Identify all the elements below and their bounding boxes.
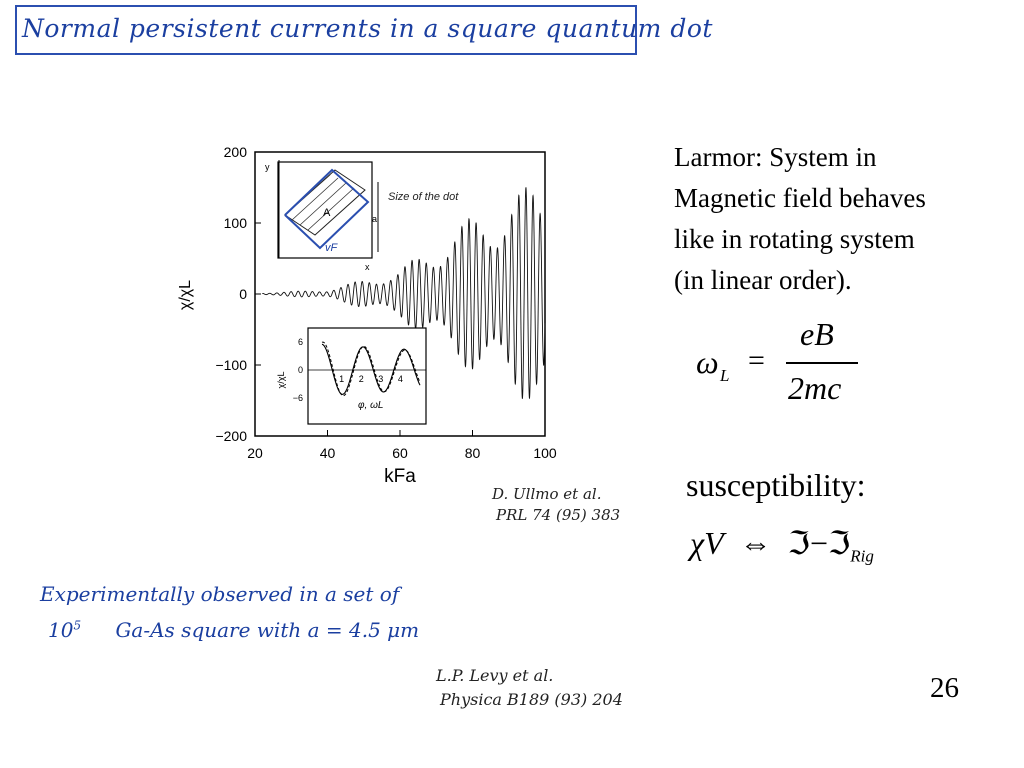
- omega-symbol: ω: [696, 344, 719, 380]
- equivalence-arrow: ⇔: [739, 525, 772, 561]
- larmor-formula: [696, 316, 896, 410]
- main-ytick-label: −100: [215, 357, 247, 373]
- larmor-line-3: like in rotating system: [674, 224, 915, 254]
- experiment-sample: Ga-As square with a = 4.5 μm: [115, 618, 420, 642]
- small-xtick-label: 2: [358, 374, 364, 384]
- page-number: 26: [930, 672, 959, 704]
- citation-levy-line2: Physica B189 (93) 204: [440, 690, 623, 709]
- susceptibility-label: susceptibility:: [686, 467, 866, 503]
- imag-symbol-1: ℑ: [787, 525, 810, 561]
- fraction-numerator: eB: [800, 316, 834, 352]
- main-xtick-label: 100: [533, 445, 557, 461]
- small-ylabel: χ/χL: [276, 371, 286, 389]
- fraction-bar: [786, 362, 858, 364]
- experiment-line2: [48, 618, 419, 642]
- side-label: a: [372, 214, 378, 224]
- citation-ullmo-line1: D. Ullmo et al.: [492, 485, 602, 503]
- small-ytick-label: 6: [297, 337, 303, 347]
- imag-symbol-2: ℑ: [827, 525, 851, 561]
- small-ytick-label: 0: [297, 365, 303, 375]
- main-chart: [160, 140, 720, 500]
- equals-sign: =: [748, 344, 765, 377]
- main-ytick-label: 0: [239, 286, 247, 302]
- small-xtick-label: 3: [378, 374, 384, 384]
- main-ytick-label: 100: [223, 215, 247, 231]
- main-xtick-label: 40: [319, 445, 336, 461]
- susceptibility-formula: [690, 524, 874, 566]
- main-xtick-label: 60: [392, 445, 408, 461]
- minus-sign: −: [809, 525, 828, 561]
- larmor-line-4: (in linear order).: [674, 265, 852, 295]
- experiment-count: 10: [48, 618, 74, 642]
- main-ytick-label: 200: [223, 144, 247, 160]
- small-ytick-label: −6: [292, 393, 303, 403]
- omega-subscript: L: [720, 366, 730, 385]
- experiment-line1: Experimentally observed in a set of: [40, 582, 400, 606]
- small-chart-inset: [276, 328, 426, 424]
- main-xtick-label: 80: [464, 445, 481, 461]
- citation-ullmo-line2: PRL 74 (95) 383: [496, 506, 621, 524]
- main-ylabel: χ/χL: [177, 279, 194, 311]
- slide-title: Normal persistent currents in a square quantum dot: [22, 14, 713, 43]
- area-label: A: [323, 207, 331, 219]
- experiment-exponent: 5: [73, 618, 82, 633]
- rig-subscript: Rig: [850, 546, 874, 566]
- inset-y-label: y: [265, 162, 270, 172]
- size-of-dot-label: Size of the dot: [388, 191, 459, 203]
- main-xlabel: kFa: [384, 466, 416, 487]
- larmor-line-1: Larmor: System in: [674, 142, 877, 172]
- small-xlabel: φ, ωL: [358, 400, 384, 411]
- fraction-denominator: 2mc: [788, 370, 842, 406]
- vf-label: vF: [325, 242, 338, 254]
- small-xtick-label: 4: [397, 374, 403, 384]
- main-xtick-label: 20: [247, 445, 263, 461]
- citation-levy-line1: L.P. Levy et al.: [436, 666, 554, 685]
- larmor-line-2: Magnetic field behaves: [674, 183, 926, 213]
- inset-x-label: x: [365, 262, 370, 272]
- main-ytick-label: −200: [215, 428, 247, 444]
- chi-v: χV: [690, 525, 724, 561]
- small-xtick-label: 1: [339, 374, 345, 384]
- larmor-text: [674, 137, 1014, 301]
- square-diagram-inset: [265, 160, 459, 272]
